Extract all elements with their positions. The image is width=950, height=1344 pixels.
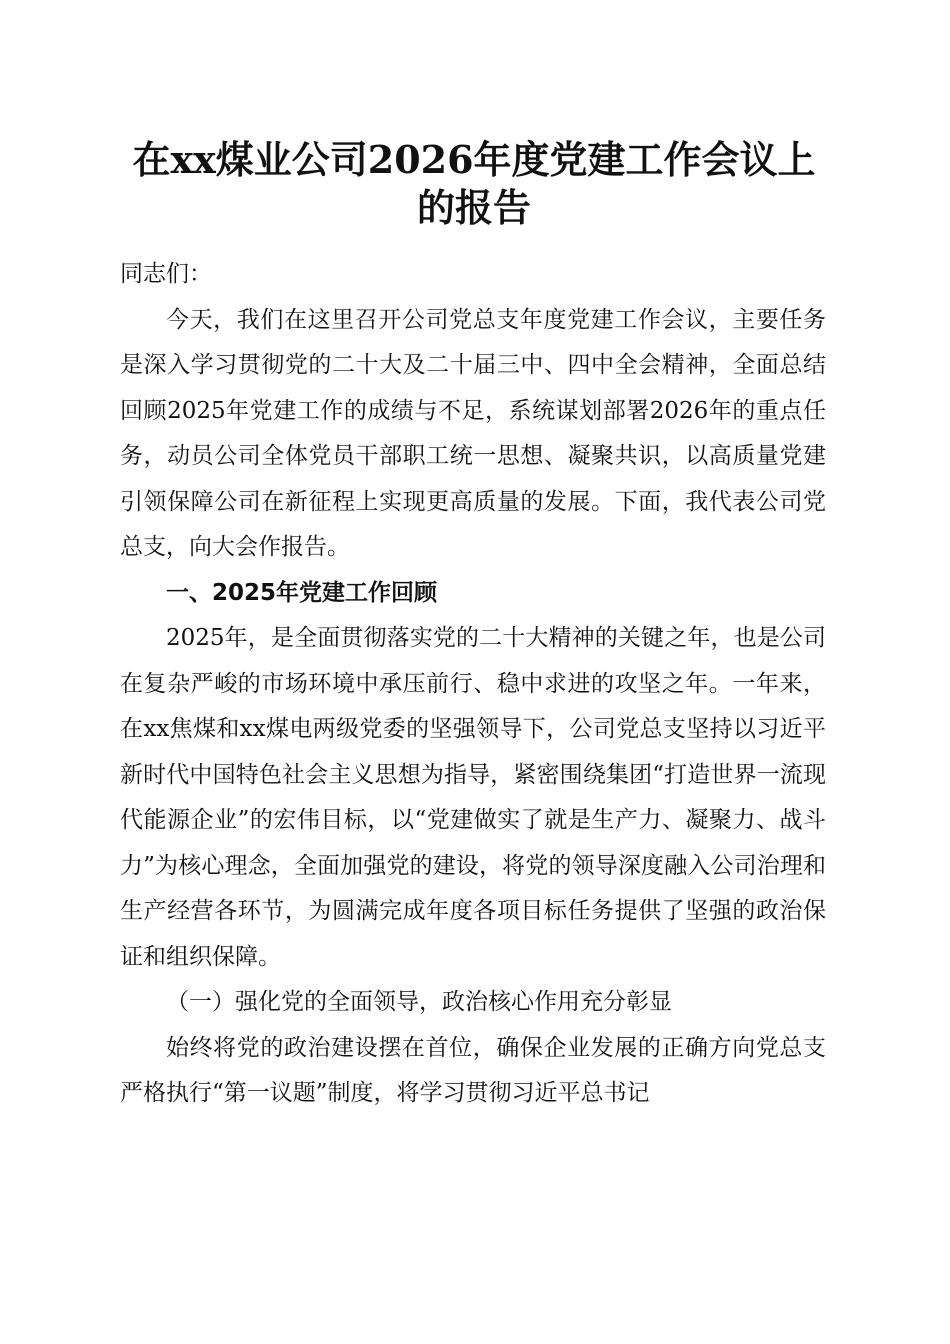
document-title: 在xx煤业公司2026年度党建工作会议上的报告: [132, 137, 816, 230]
document-body: [120, 252, 826, 1117]
section-heading-1: 一、2025年党建工作回顾: [166, 579, 438, 606]
intro-paragraph: 今天，我们在这里召开公司党总支年度党建工作会议，主要任务是深入学习贯彻党的二十大及二十届三中、四中全会精神，全面总结回顾2025年党建工作的成绩与不足，系统谋划部署2026年的重点任务，动员公司全体党员干部职工统一思想、凝聚共识，以高质量党建引领保障公司在新征程上实现更高质量的发展。下面，我代表公司党总支，向大会作报告。: [120, 306, 826, 560]
subsection-1-paragraph: 始终将党的政治建设摆在首位，确保企业发展的正确方向党总支严格执行“第一议题”制度，将学习贯彻习近平总书记: [120, 1034, 826, 1106]
subsection-heading-1: （一）强化党的全面领导，政治核心作用充分彰显: [166, 989, 672, 1015]
salutation: 同志们：: [120, 261, 212, 287]
section-1-paragraph: 2025年，是全面贯彻落实党的二十大精神的关键之年，也是公司在复杂严峻的市场环境中承压前行、稳中求进的攻坚之年。一年来，在xx焦煤和xx煤电两级党委的坚强领导下，公司党总支坚持以习近平新时代中国特色社会主义思想为指导，紧密围绕集团“打造世界一流现代能源企业”的宏伟目标，以“党建做实了就是生产力、凝聚力、战斗力”为核心理念，全面加强党的建设，将党的领导深度融入公司治理和生产经营各环节，为圆满完成年度各项目标任务提供了坚强的政治保证和组织保障。: [120, 625, 826, 970]
